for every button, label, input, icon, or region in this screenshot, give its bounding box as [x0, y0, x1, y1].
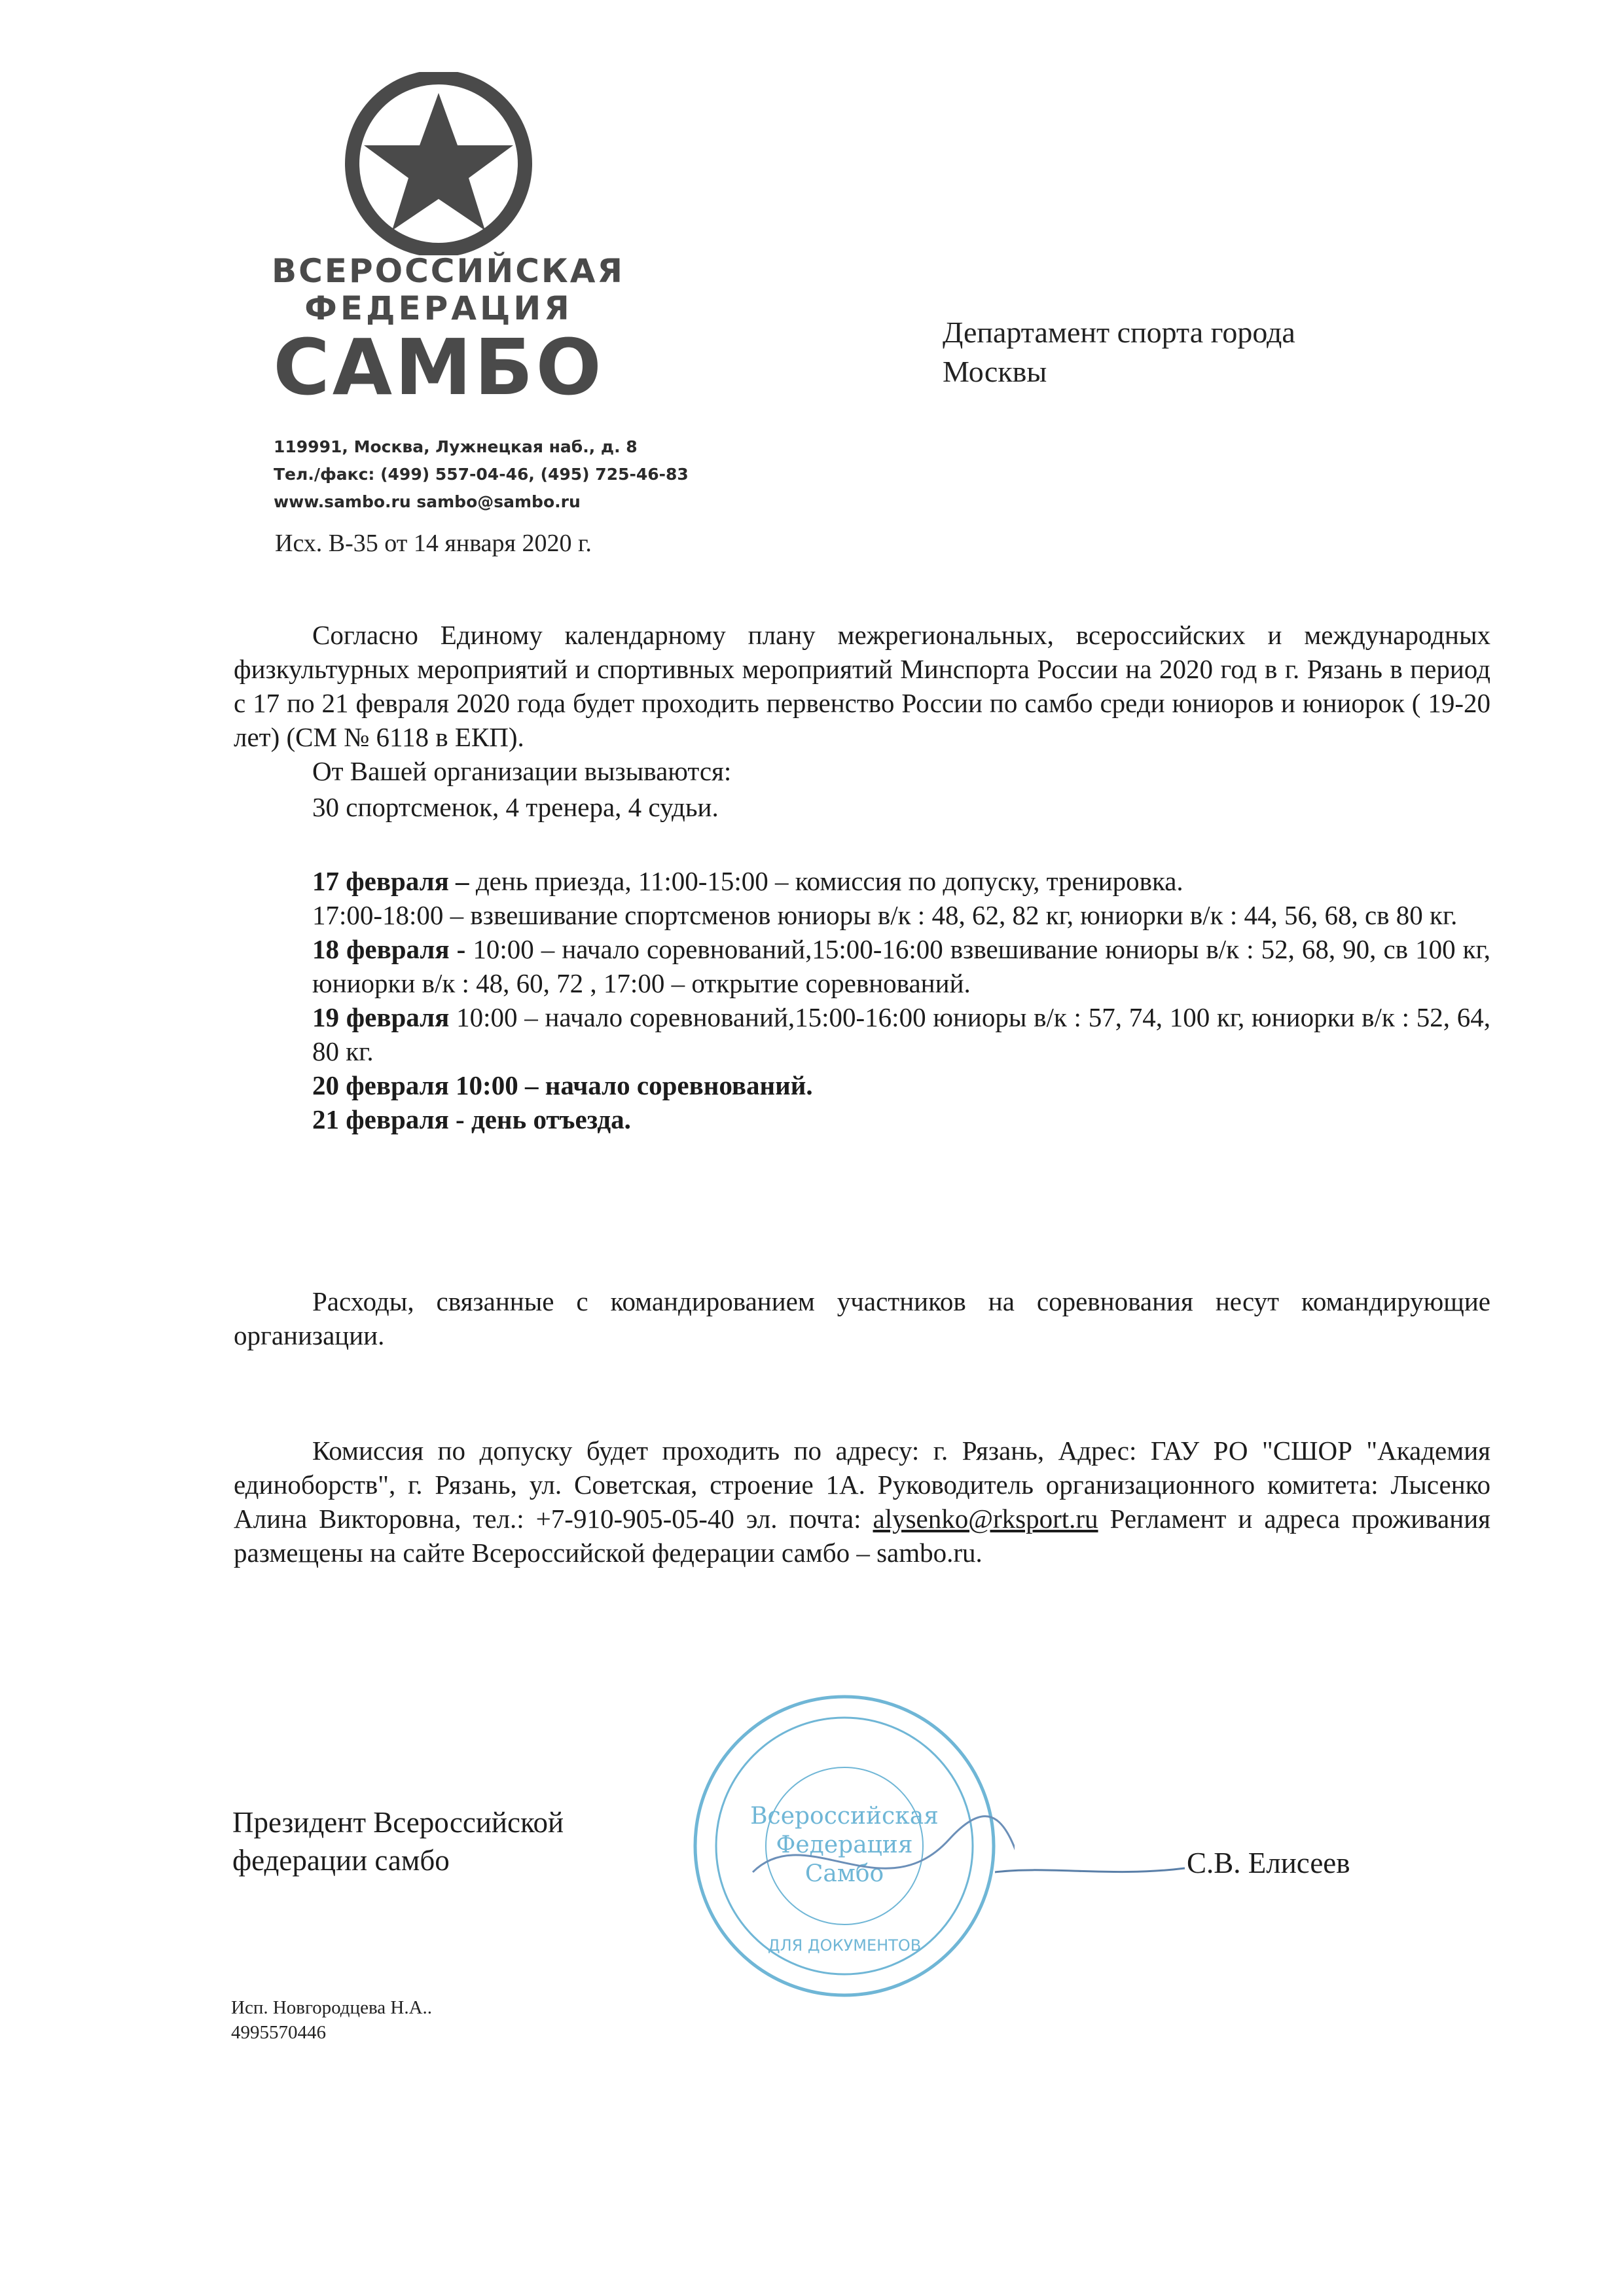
logo-line-2: ФЕДЕРАЦИЯ	[304, 289, 573, 327]
schedule-row	[312, 932, 1490, 1000]
commission-email-link[interactable]: alysenko@rksport.ru	[873, 1504, 1098, 1534]
intro-called: От Вашей организации вызываются:	[312, 756, 732, 786]
expenses-text: Расходы, связанные с командированием участников на соревнования несут командирующие организации.	[234, 1286, 1490, 1350]
stamp-center-2: Федерация	[776, 1832, 913, 1858]
logo-line-1: ВСЕРОССИЙСКАЯ	[272, 252, 624, 290]
stamp-center-3: Самбо	[804, 1860, 884, 1887]
schedule-date: 18 февраля -	[312, 934, 466, 964]
executor-name: Исп. Новгородцева Н.А..	[231, 1997, 433, 2018]
schedule-text: 17:00-18:00 – взвешивание спортсменов юниоры в/к : 48, 62, 82 кг, юниорки в/к : 44, 56, 68, св 80 кг.	[312, 900, 1458, 930]
star-in-circle-icon	[268, 72, 609, 255]
recipient-block	[943, 313, 1295, 391]
schedule-row	[312, 1068, 1490, 1102]
schedule-text: 10:00 – начало соревнований,15:00-16:00 взвешивание юниоры в/к : 52, 68, 90, св 100 кг, юниорки в/к : 48, 60, 72 , 17:00 – открытие соревнований.	[312, 934, 1490, 998]
stamp-seal	[674, 1676, 1015, 2016]
schedule-date: 19 февраля	[312, 1002, 450, 1032]
executor-block	[231, 1995, 432, 2045]
stamp-center-1: Всероссийская	[750, 1803, 939, 1830]
stamp-bottom: ДЛЯ ДОКУМЕНТОВ	[767, 1936, 922, 1955]
signature-title	[232, 1803, 564, 1879]
commission-text-after: Регламент и адреса проживания размещены на сайте Всероссийской федерации самбо – sambo.ru.	[234, 1504, 1490, 1568]
commission-text-before: Комиссия по допуску будет проходить по адресу: г. Рязань, Адрес: ГАУ РО "СШОР "Академия единоборств", г. Рязань, ул. Советская, строение 1А. Руководитель организационного комитета: Лысенко Алина Викторовна, тел.: +7-910-905-05-40 эл. почта:	[234, 1436, 1490, 1534]
schedule-row	[312, 898, 1490, 932]
intro-participants: 30 спортсменок, 4 тренера, 4 судьи.	[312, 792, 719, 822]
executor-phone: 4995570446	[231, 2022, 326, 2043]
schedule-date: 21 февраля - день отъезда.	[312, 1104, 631, 1134]
federation-logo	[268, 72, 609, 255]
contacts-address: 119991, Москва, Лужнецкая наб., д. 8	[274, 437, 638, 456]
schedule-date: 20 февраля 10:00 – начало соревнований.	[312, 1070, 813, 1100]
recipient-line-2: Москвы	[943, 355, 1047, 388]
logo-line-3: САМБО	[273, 322, 604, 412]
schedule-text: 10:00 – начало соревнований,15:00-16:00 юниоры в/к : 57, 74, 100 кг, юниорки в/к : 52, 64, 80 кг.	[312, 1002, 1490, 1066]
contacts-phone: Тел./факс: (499) 557-04-46, (495) 725-46-83	[274, 465, 689, 484]
schedule-date: 17 февраля –	[312, 866, 469, 896]
schedule-row	[312, 1102, 1490, 1136]
schedule-text: день приезда, 11:00-15:00 – комиссия по допуску, тренировка.	[469, 866, 1183, 896]
intro-text: Согласно Единому календарному плану межрегиональных, всероссийских и международных физкультурных мероприятий и спортивных мероприятий Минспорта России на 2020 год в г. Рязань в период с 17 по 21 февраля 2020 года будет проходить первенство России по самбо среди юниоров и юниорок ( 19-20 лет) (СМ № 6118 в ЕКП).	[234, 620, 1490, 752]
outgoing-number: Исх. В-35 от 14 января 2020 г.	[275, 530, 592, 557]
signature-stroke	[995, 1859, 1191, 1879]
expenses-paragraph	[234, 1284, 1490, 1352]
signature-title-line-2: федерации самбо	[232, 1844, 450, 1877]
commission-text	[234, 1434, 1490, 1570]
schedule-block	[312, 864, 1490, 1136]
commission-paragraph	[234, 1434, 1490, 1570]
contacts-web: www.sambo.ru sambo@sambo.ru	[274, 492, 581, 511]
recipient-line-1: Департамент спорта города	[943, 316, 1295, 349]
schedule-row	[312, 1000, 1490, 1068]
intro-paragraph	[234, 618, 1490, 754]
contacts-block	[274, 433, 689, 516]
schedule-row	[312, 864, 1490, 898]
signatory-name: С.В. Елисеев	[1187, 1847, 1350, 1879]
official-stamp	[674, 1676, 1015, 2016]
signature-title-line-1: Президент Всероссийской	[232, 1806, 564, 1839]
